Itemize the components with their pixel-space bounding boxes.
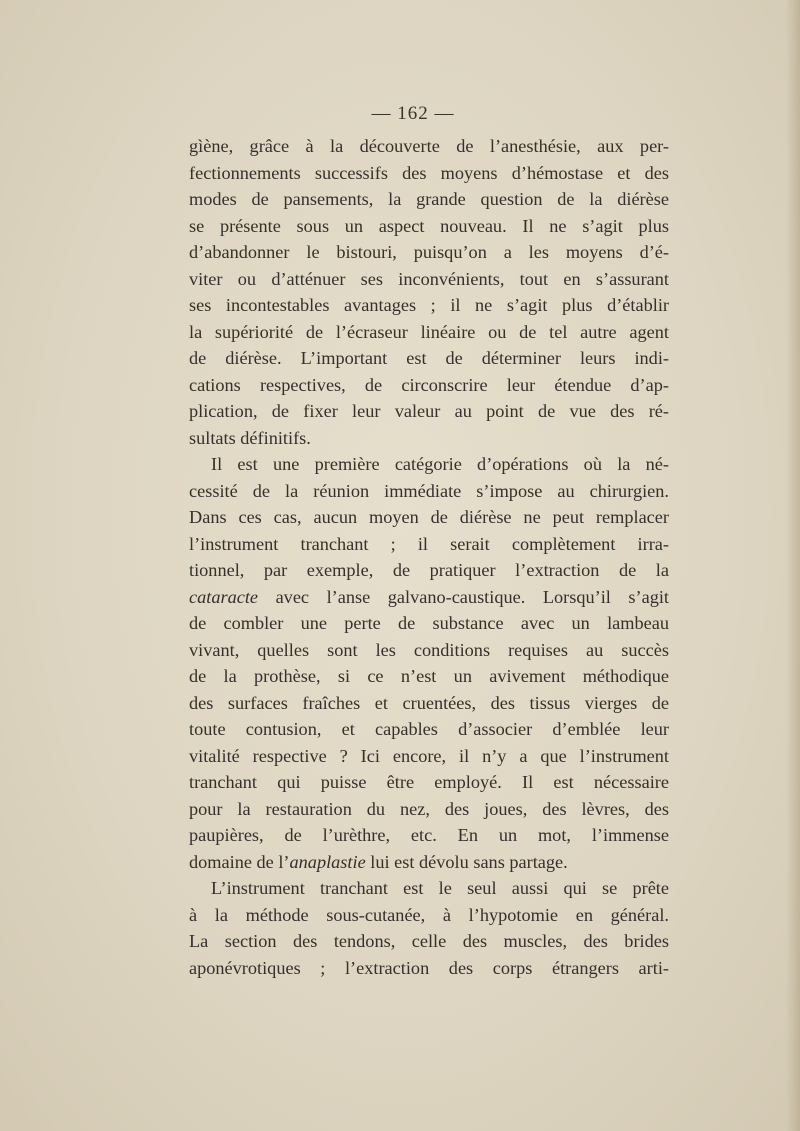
text-line: paupières, de l’urèthre, etc. En un mot, l’immense <box>189 825 669 845</box>
text-line: aponévrotiques ; l’extraction des corps étrangers arti- <box>189 957 669 978</box>
text-line: vitalité respective ? Ici encore, il n’y a que l’instrument <box>189 745 669 766</box>
text-line: cessité de la réunion immédiate s’impose au chirurgien. <box>189 480 669 501</box>
text-line: cations respectives, de circonscrire leur étendue d’ap- <box>189 374 669 395</box>
text-line: se présente sous un aspect nouveau. Il ne s’agit plus <box>189 215 669 236</box>
text-line: ses incontestables avantages ; il ne s’agit plus d’établir <box>189 295 669 315</box>
text-line: de combler une perte de substance avec un lambeau <box>189 613 669 633</box>
text-line: à la méthode sous-cutanée, à l’hypotomie en général. <box>189 904 669 925</box>
body-text <box>189 133 669 981</box>
text-line: des surfaces fraîches et cruentées, des tissus vierges de <box>189 692 669 713</box>
text-segment: domaine de l’ <box>189 851 290 872</box>
text-line: de la prothèse, si ce n’est un avivement méthodique <box>189 666 669 686</box>
text-line: de diérèse. L’important est de déterminer leurs indi- <box>189 348 669 368</box>
text-line: Dans ces cas, aucun moyen de diérèse ne peut remplacer <box>189 507 669 527</box>
text-line: L’instrument tranchant est le seul aussi qui se prête <box>211 878 669 898</box>
text-line: d’abandonner le bistouri, puisqu’on a les moyens d’é- <box>189 242 669 262</box>
text-line: la supériorité de l’écraseur linéaire ou de tel autre agent <box>189 321 669 342</box>
text-line: fectionnements successifs des moyens d’hémostase et des <box>189 162 669 183</box>
text-line: modes de pansements, la grande question de la diérèse <box>189 189 669 209</box>
text-line <box>189 849 669 876</box>
text-line: tranchant qui puisse être employé. Il est nécessaire <box>189 772 669 792</box>
text-segment: avec l’anse galvano-caustique. Lorsqu’il s’agit <box>258 586 669 607</box>
text-line: l’instrument tranchant ; il serait complètement irra- <box>189 533 669 554</box>
text-line: pour la restauration du nez, des joues, des lèvres, des <box>189 798 669 819</box>
italic-term: cataracte <box>189 586 259 607</box>
text-line: Il est une première catégorie d’opérations où la né- <box>211 454 669 474</box>
text-segment: lui est dévolu sans partage. <box>365 851 568 872</box>
text-line <box>189 584 669 611</box>
page-edge-shadow <box>786 0 800 1131</box>
text-line: tionnel, par exemple, de pratiquer l’extraction de la <box>189 560 669 580</box>
text-line: gìène, grâce à la découverte de l’anesthésie, aux per- <box>189 136 669 156</box>
text-line: viter ou d’atténuer ses inconvénients, tout en s’assurant <box>189 268 669 289</box>
text-line: sultats définitifs. <box>189 427 311 448</box>
text-line: vivant, quelles sont les conditions requises au succès <box>189 639 669 660</box>
text-line: La section des tendons, celle des muscles, des brides <box>189 931 669 951</box>
italic-term: anaplastie <box>289 851 366 872</box>
page-number: — 162 — <box>371 103 455 124</box>
text-line: toute contusion, et capables d’associer d’emblée leur <box>189 719 669 739</box>
text-line: plication, de fixer leur valeur au point de vue des ré- <box>189 401 669 421</box>
